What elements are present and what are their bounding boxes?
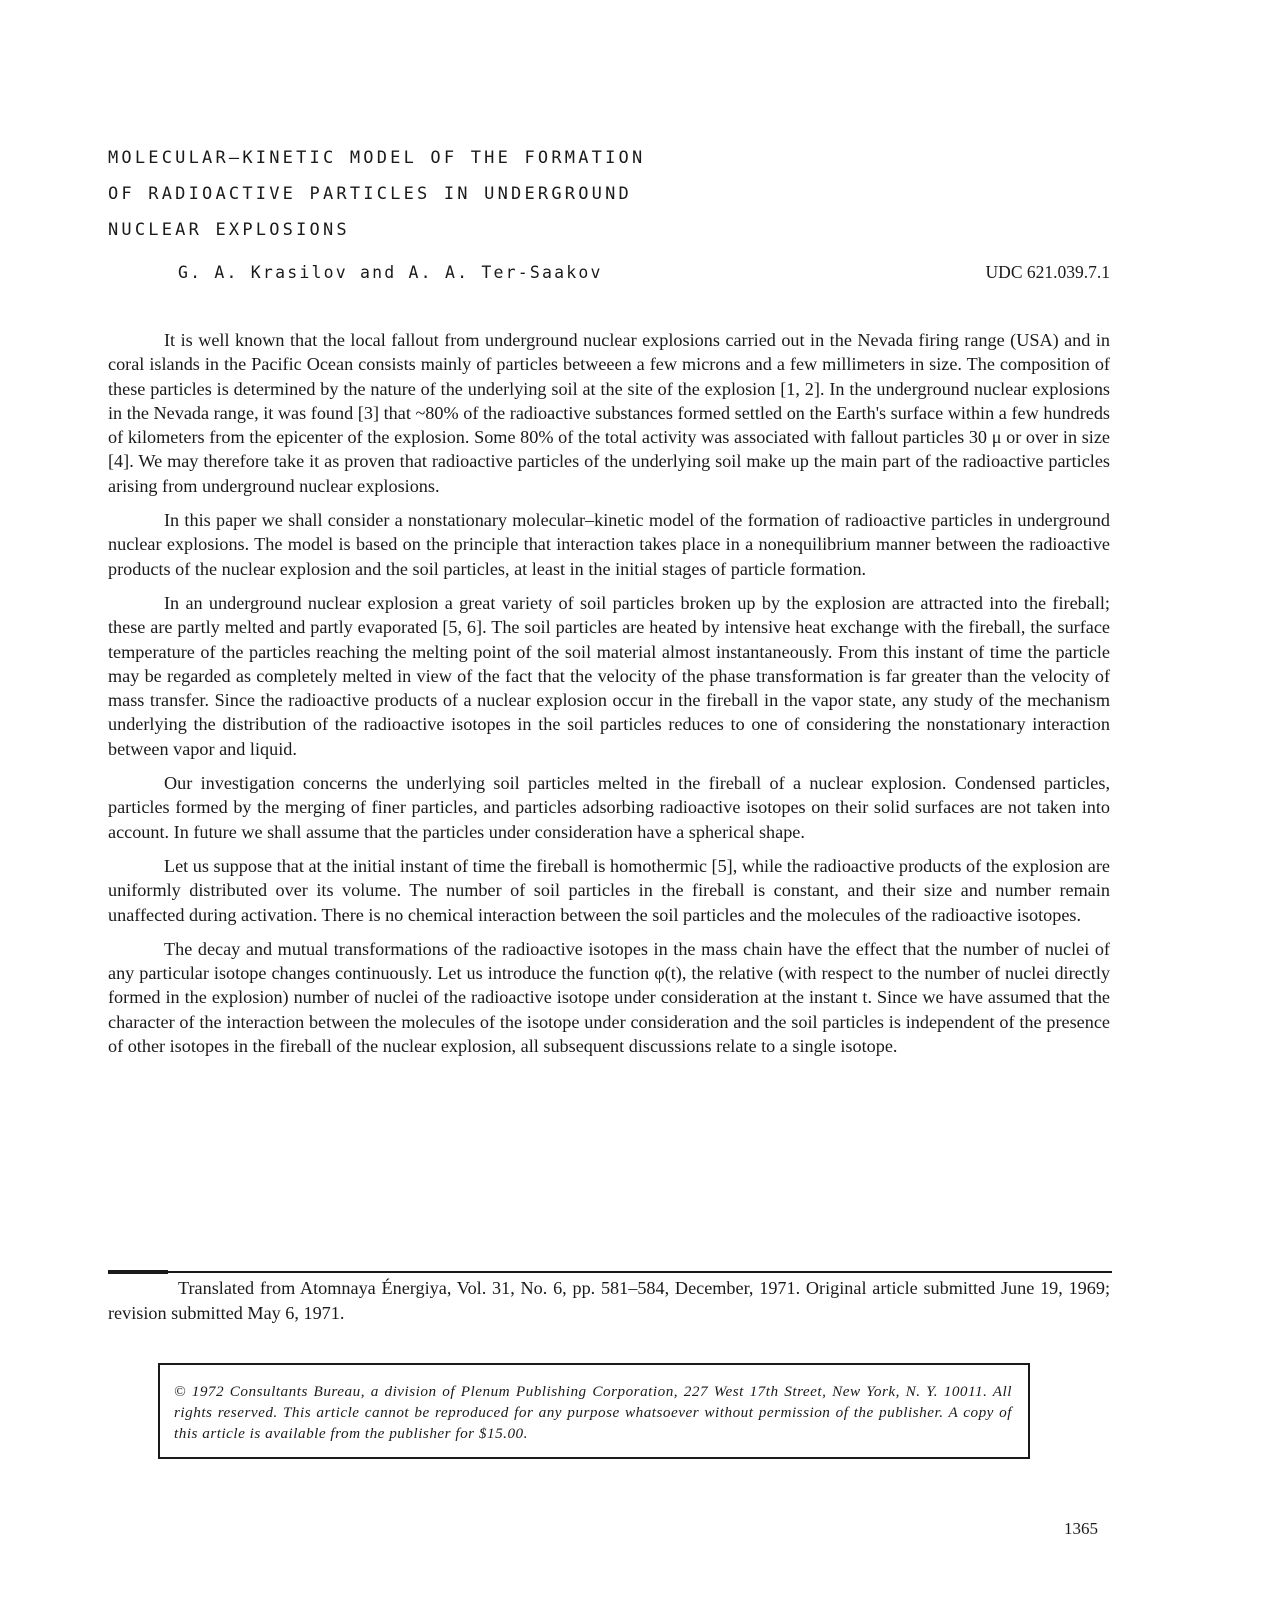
paragraph: The decay and mutual transformations of the radioactive isotopes in the mass chain have the effect that the number of nuclei of any particular isotope changes continuously. Let us introduce the function φ(t), the relative (with respect to the number of nuclei directly formed in the explosion) number of nuclei of the radioactive isotope under consideration at the instant t. Since we have assumed that the character of the interaction between the molecules of the isotope under consideration and the soil particles is independent of the presence of other isotopes in the fireball of the nuclear explosion, all subsequent discussions relate to a single isotope. [108, 938, 1110, 1057]
copyright-box [158, 1363, 1030, 1459]
page-number: 1365 [1064, 1519, 1098, 1538]
paragraph: Let us suppose that at the initial instant of time the fireball is homothermic [5], while the radioactive products of the explosion are uniformly distributed over its volume. The number of soil particles in the fireball is constant, and their size and number remain unaffected during activation. There is no chemical interaction between the soil particles and the molecules of the radioactive isotopes. [108, 855, 1110, 925]
copyright-text: © 1972 Consultants Bureau, a division of Plenum Publishing Corporation, 227 West 17th Street, New York, N. Y. 10011. All rights reserved. This article cannot be reproduced for any purpose whatsoever without permission of the publisher. A copy of this article is available from the publisher for $15.00. [174, 1383, 1012, 1442]
article-body [108, 328, 1110, 1068]
footnote-text: Translated from Atomnaya Énergiya, Vol. 31, No. 6, pp. 581–584, December, 1971. Original article submitted June 19, 1969; revision submitted May 6, 1971. [108, 1278, 1110, 1323]
translation-footnote [108, 1276, 1110, 1326]
udc-code: UDC 621.039.7.1 [985, 262, 1110, 282]
paragraph: Our investigation concerns the underlying soil particles melted in the fireball of a nuclear explosion. Condensed particles, particles formed by the merging of finer particles, and particles adsorbing radioactive isotopes on their solid surfaces are not taken into account. In future we shall assume that the particles under consideration have a spherical shape. [108, 773, 1110, 842]
authors: G. A. Krasilov and A. A. Ter-Saakov [178, 263, 603, 282]
paragraph: In an underground nuclear explosion a great variety of soil particles broken up by the explosion are attracted into the fireball; these are partly melted and partly evaporated [5, 6]. The soil particles are heated by intensive heat exchange with the fireball, the surface temperature of the particles reaching the melting point of the soil material almost instantaneously. From this instant of time the particle may be regarded as completely melted in view of the fact that the velocity of the phase transformation is far greater than the velocity of mass transfer. Since the radioactive products of a nuclear explosion occur in the fireball in the vapor state, any study of the mechanism underlying the distribution of the radioactive isotopes in the soil particles reduces to one of considering the nonstationary interaction between vapor and liquid. [108, 592, 1110, 759]
paragraph: In this paper we shall consider a nonstationary molecular–kinetic model of the formation of radioactive particles in underground nuclear explosions. The model is based on the principle that interaction takes place in a nonequilibrium manner between the radioactive products of the nuclear explosion and the soil particles, at least in the initial stages of particle formation. [108, 510, 1110, 579]
title-line: OF RADIOACTIVE PARTICLES IN UNDERGROUND [108, 184, 632, 204]
footnote-divider [108, 1271, 1112, 1273]
title-line: NUCLEAR EXPLOSIONS [108, 220, 350, 240]
paragraph: It is well known that the local fallout from underground nuclear explosions carried out in the Nevada firing range (USA) and in coral islands in the Pacific Ocean consists mainly of particles betweeen a few microns and a few millimeters in size. The composition of these particles is determined by the nature of the underlying soil at the site of the explosion [1, 2]. In the underground nuclear explosions in the Nevada range, it was found [3] that ~80% of the radioactive substances formed settled on the Earth's surface within a few hundreds of kilometers from the epicenter of the explosion. Some 80% of the total activity was associated with fallout particles 30 μ or over in size [4]. We may therefore take it as proven that radioactive particles of the underlying soil make up the main part of the radioactive particles arising from underground nuclear explosions. [108, 330, 1110, 496]
article-title [108, 140, 868, 248]
title-line: MOLECULAR–KINETIC MODEL OF THE FORMATION [108, 148, 646, 168]
